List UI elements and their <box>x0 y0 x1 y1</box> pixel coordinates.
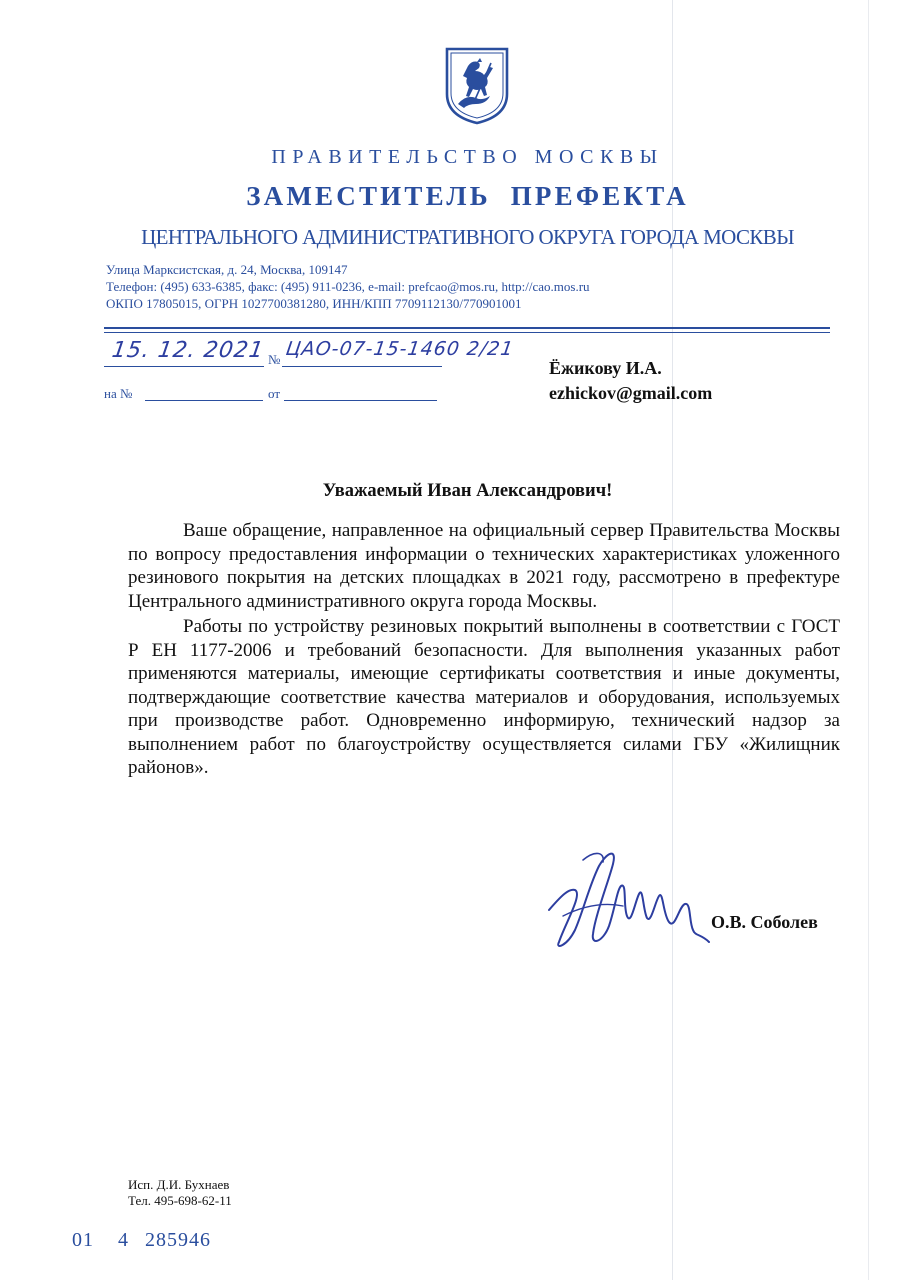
position-title: ЗАМЕСТИТЕЛЬ ПРЕФЕКТА <box>246 181 689 211</box>
form-serial-number <box>72 1229 211 1252</box>
registration-date: 15. 12. 2021 <box>110 338 266 363</box>
recipient-email: ezhickov@gmail.com <box>549 383 713 403</box>
from-underline <box>284 400 437 401</box>
recipient-name: Ёжикову И.А. <box>549 358 662 378</box>
number-label: № <box>268 352 281 367</box>
handwritten-signature <box>543 846 713 956</box>
executor-phone: Тел. 495-698-62-11 <box>128 1193 232 1208</box>
serial-part: 285946 <box>145 1229 211 1251</box>
signer-name: О.В. Соболев <box>711 912 818 932</box>
government-title: ПРАВИТЕЛЬСТВО МОСКВЫ <box>271 146 664 168</box>
reply-to-label: на № <box>104 386 133 401</box>
contacts: Телефон: (495) 633-6385, факс: (495) 911-0236, e-mail: prefcao@mos.ru, http://cao.mos.ru <box>106 279 590 294</box>
header-divider <box>104 327 830 329</box>
header-divider <box>104 332 830 333</box>
reply-to-underline <box>145 400 263 401</box>
serial-part: 4 <box>118 1229 129 1251</box>
address: Улица Марксистская, д. 24, Москва, 109147 <box>106 262 348 277</box>
registration-number: ЦАО-07-15-1460 2/21 <box>284 338 516 360</box>
date-underline <box>104 366 264 367</box>
executor-name: Исп. Д.И. Бухнаев <box>128 1177 230 1192</box>
number-underline <box>282 366 442 367</box>
from-label: от <box>268 386 281 401</box>
salutation: Уважаемый Иван Александрович! <box>322 481 613 501</box>
paragraph: Работы по устройству резиновых покрытий выполнены в соответствии с ГОСТ Р ЕН 1177-2006 и требований безопасности. Для выполнения указанных работ применяются материалы, имеющие сертификаты соответствия и иные документы, подтверждающие соответствие качества материалов и оборудования, используемых при производстве работ. Одновременно информирую, технический надзор за выполнением работ по благоустройству осуществляется силами ГБУ «Жилищник районов». <box>128 616 840 778</box>
serial-part: 01 <box>72 1229 94 1251</box>
registry-codes: ОКПО 17805015, ОГРН 1027700381280, ИНН/КПП 7709112130/770901001 <box>106 296 522 311</box>
letter-body <box>128 519 840 782</box>
district-title: ЦЕНТРАЛЬНОГО АДМИНИСТРАТИВНОГО ОКРУГА ГОРОДА МОСКВЫ <box>141 225 794 249</box>
paragraph: Ваше обращение, направленное на официальный сервер Правительства Москвы по вопросу предоставления информации о технических характеристиках уложенного резинового покрытия на детских площадках в 2021 году, рассмотрено в префектуре Центрального административного округа города Москвы. <box>128 520 840 612</box>
moscow-coat-of-arms-icon <box>444 46 510 126</box>
